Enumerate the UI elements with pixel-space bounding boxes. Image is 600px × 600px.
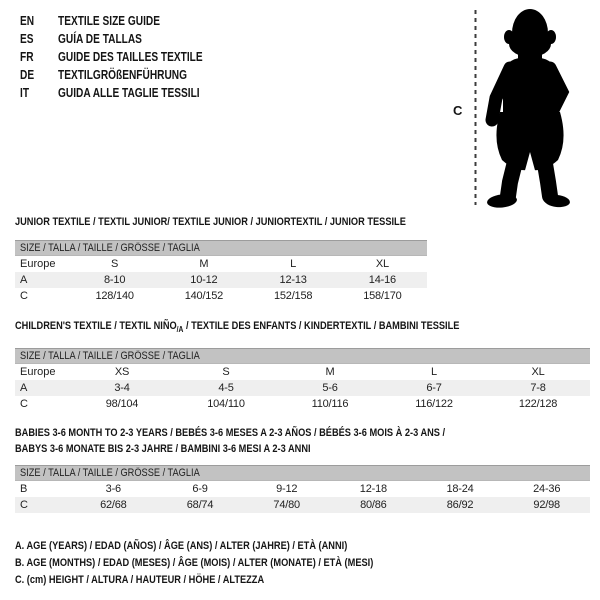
table-row-europe — [15, 364, 590, 380]
age-cell: 9-12 — [276, 483, 298, 495]
children-table-title-text — [15, 320, 460, 335]
age-cell: 14-16 — [368, 274, 396, 286]
height-cell: 62/68 — [100, 499, 127, 511]
guide-title-es — [58, 30, 166, 48]
height-cell: 92/98 — [533, 499, 560, 511]
height-cell: 116/122 — [415, 398, 453, 410]
height-cell: 98/104 — [105, 398, 139, 410]
junior-size-table — [15, 240, 427, 304]
size-cell: XS — [114, 366, 130, 378]
row-label: Europe — [20, 366, 56, 378]
table-row-height-cm — [15, 396, 590, 412]
language-code-text: DE — [20, 67, 35, 82]
table-row-europe — [15, 256, 427, 272]
row-label: B — [20, 483, 28, 495]
note-age-months-text: B. AGE (MONTHS) / EDAD (MESES) / ÂGE (MOIS) / ALTER (MONATE) / ETÀ (MESI) — [15, 557, 374, 569]
language-code — [20, 12, 58, 30]
age-cell: 10-12 — [190, 274, 218, 286]
babies-title-line2-text: BABYS 3-6 MONATE BIS 2-3 JAHRE / BAMBINI 3-6 MESI A 2-3 ANNI — [15, 443, 311, 455]
guide-title-text: TEXTILGRÖßENFÜHRUNG — [58, 67, 188, 82]
size-cell: M — [199, 258, 209, 270]
title-pre: CHILDREN'S TEXTILE / TEXTIL NIÑO — [15, 320, 177, 332]
age-cell: 24-36 — [533, 483, 561, 495]
guide-title-it — [58, 84, 240, 102]
size-cell: L — [290, 258, 297, 270]
language-row-it — [20, 84, 243, 102]
age-cell: 3-6 — [105, 483, 121, 495]
baby-silhouette-icon — [486, 9, 570, 209]
language-title-list — [20, 12, 243, 102]
row-label: C — [20, 290, 28, 302]
row-label: C — [20, 499, 28, 511]
height-cell: 74/80 — [273, 499, 300, 511]
title-post: / TEXTILE DES ENFANTS / KINDERTEXTIL / BAMBINI TESSILE — [183, 320, 460, 332]
row-label: A — [20, 274, 28, 286]
babies-title-line1-text: BABIES 3-6 MONTH TO 2-3 YEARS / BEBÉS 3-6 MESES A 2-3 AÑOS / BÉBÉS 3-6 MOIS À 2-3 ANS / — [15, 427, 446, 439]
height-cell: 86/92 — [446, 499, 474, 511]
guide-title-de — [58, 66, 223, 84]
age-cell: 6-7 — [426, 382, 442, 394]
note-age-months — [15, 555, 442, 572]
language-code — [20, 84, 58, 102]
size-cell: XL — [531, 366, 545, 378]
language-row-de — [20, 66, 243, 84]
junior-table-title-text: JUNIOR TEXTILE / TEXTIL JUNIOR/ TEXTILE JUNIOR / JUNIORTEXTIL / JUNIOR TESSILE — [15, 216, 406, 228]
language-row-es — [20, 30, 243, 48]
language-code-text: FR — [20, 49, 34, 64]
age-cell: 18-24 — [446, 483, 474, 495]
age-cell: 8-10 — [104, 274, 126, 286]
age-cell: 12-18 — [359, 483, 387, 495]
language-code-text: EN — [20, 13, 35, 28]
row-label: Europe — [20, 258, 56, 270]
age-cell: 4-5 — [218, 382, 234, 394]
baby-silhouette-figure — [440, 0, 600, 215]
row-label: C — [20, 398, 28, 410]
title-subscript: /A — [176, 325, 184, 335]
size-header-label: SIZE / TALLA / TAILLE / GRÖSSE / TAGLIA — [20, 467, 200, 479]
guide-title-text: TEXTILE SIZE GUIDE — [58, 13, 160, 28]
babies-title-line1 — [15, 425, 527, 441]
guide-title-fr — [58, 48, 243, 66]
language-code-text: IT — [20, 85, 30, 100]
height-cell: 152/158 — [273, 290, 313, 302]
size-cell: L — [431, 366, 437, 378]
height-cell: 128/140 — [95, 290, 134, 302]
language-row-en — [20, 12, 243, 30]
language-code — [20, 30, 58, 48]
size-header-row — [15, 465, 590, 481]
age-cell: 7-8 — [530, 382, 546, 394]
table-row-age-years — [15, 380, 590, 396]
note-height-cm — [15, 572, 442, 589]
height-cell: 68/74 — [186, 499, 214, 511]
size-header-label: SIZE / TALLA / TAILLE / GRÖSSE / TAGLIA — [20, 242, 200, 254]
babies-title-line2 — [15, 441, 527, 457]
size-cell: M — [325, 366, 335, 378]
language-code — [20, 66, 58, 84]
size-cell: S — [222, 366, 230, 378]
guide-title-text: GUIDA ALLE TAGLIE TESSILI — [58, 85, 200, 100]
babies-size-table — [15, 465, 590, 513]
size-cell: S — [111, 258, 119, 270]
table-row-age-months — [15, 481, 590, 497]
height-cell: 104/110 — [207, 398, 245, 410]
age-cell: 5-6 — [322, 382, 338, 394]
table-row-height-cm — [15, 288, 427, 304]
height-cell: 140/152 — [184, 290, 224, 302]
age-cell: 3-4 — [114, 382, 130, 394]
size-cell: XL — [375, 258, 389, 270]
height-measure-label: C — [453, 103, 463, 118]
guide-title-text: GUÍA DE TALLAS — [58, 31, 142, 46]
height-cell: 80/86 — [360, 499, 387, 511]
height-cell: 158/170 — [363, 290, 402, 302]
age-cell: 12-13 — [279, 274, 307, 286]
table-row-age-years — [15, 272, 427, 288]
note-height-cm-text: C. (cm) HEIGHT / ALTURA / HAUTEUR / HÖHE / ALTEZZA — [15, 574, 265, 586]
height-cell: 110/116 — [311, 398, 349, 410]
note-age-years — [15, 538, 442, 555]
children-size-table — [15, 348, 590, 412]
size-header-label: SIZE / TALLA / TAILLE / GRÖSSE / TAGLIA — [20, 350, 200, 362]
language-row-fr — [20, 48, 243, 66]
size-header-row — [15, 348, 590, 364]
babies-table-title — [15, 425, 527, 457]
note-age-years-text: A. AGE (YEARS) / EDAD (AÑOS) / ÂGE (ANS) / ALTER (JAHRE) / ETÀ (ANNI) — [15, 540, 348, 552]
legend-notes — [15, 538, 442, 589]
height-cell: 122/128 — [518, 398, 558, 410]
guide-title-text: GUIDE DES TAILLES TEXTILE — [58, 49, 203, 64]
language-code — [20, 48, 58, 66]
children-table-title — [15, 320, 544, 335]
table-row-height-cm — [15, 497, 590, 513]
junior-table-title — [15, 216, 480, 228]
language-code-text: ES — [20, 31, 34, 46]
row-label: A — [20, 382, 28, 394]
age-cell: 6-9 — [192, 483, 208, 495]
guide-title-en — [58, 12, 189, 30]
size-header-row — [15, 240, 427, 256]
